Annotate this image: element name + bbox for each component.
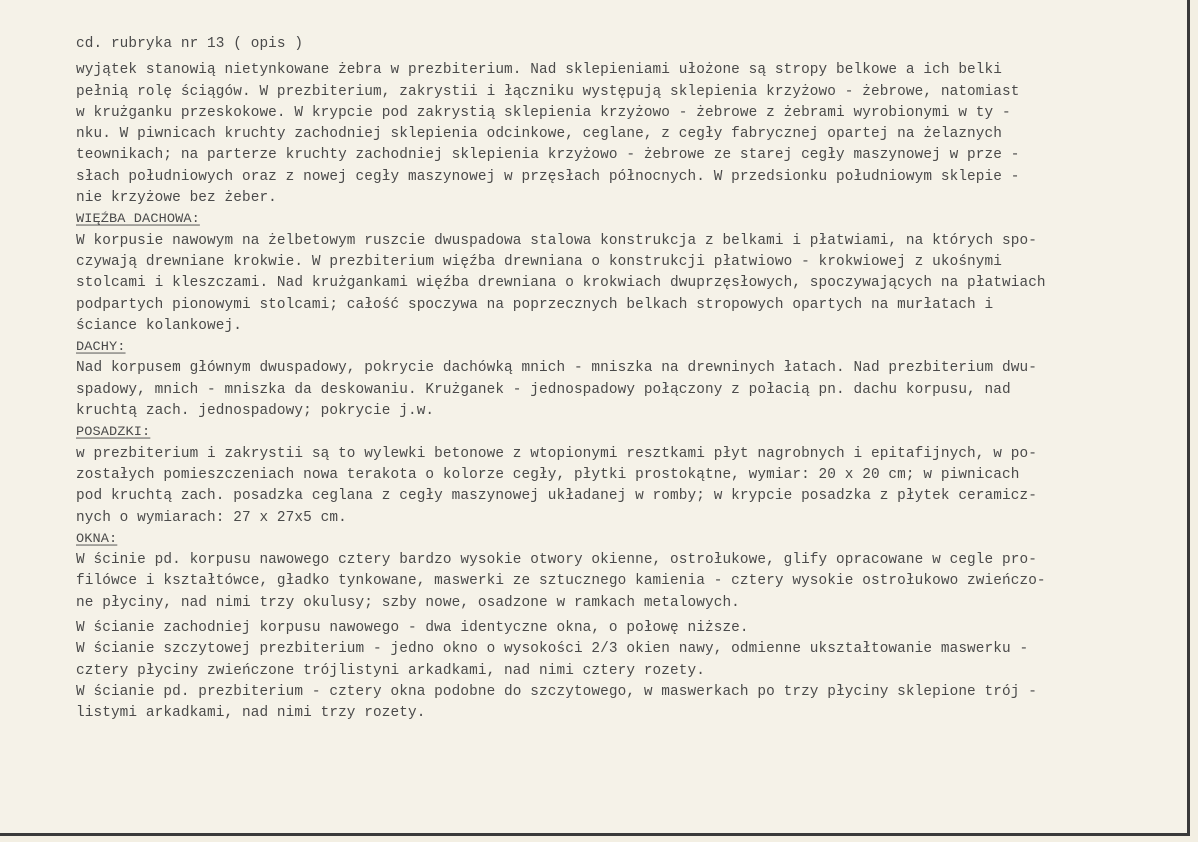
text-line: cztery płyciny zwieńczone trójlistyni arkadkami, nad nimi cztery rozety. [76, 662, 705, 679]
text-line: spadowy, mnich - mniszka da deskowaniu. Krużganek - jednospadowy połączony z połacią pn. dachu korpusu, nad [76, 381, 1011, 398]
section-windows [76, 529, 1156, 725]
text-line: czywają drewniane krokwie. W prezbiterium więźba drewniana o konstrukcji płatwiowo - krokwiowej z ukośnymi [76, 253, 1002, 270]
text-line: ściance kolankowej. [76, 317, 242, 334]
text-line: Nad korpusem głównym dwuspadowy, pokrycie dachówką mnich - mniszka na drewninych łatach. Nad prezbiterium dwu- [76, 360, 1037, 377]
text-line: stolcami i kleszczami. Nad krużgankami więźba drewniana o krokwiach dwuprzęsłowych, spoczywających na płatwiach [76, 275, 1046, 292]
text-line: listymi arkadkami, nad nimi trzy rozety. [76, 705, 426, 722]
page-header: cd. rubryka nr 13 ( opis ) [76, 36, 304, 52]
text-line: podpartych pionowymi stolcami; całość spoczywa na poprzecznych belkach stropowych opartych na murłatach i [76, 296, 994, 313]
section-heading: WIĘŹBA DACHOWA: [76, 212, 200, 227]
text-line: filówce i kształtówce, gładko tynkowane, maswerki ze sztucznego kamienia - cztery wysokie ostrołukowo zwieńczo- [76, 573, 1046, 590]
text-line: pełnią rolę ściągów. W prezbiterium, zakrystii i łączniku występują sklepienia krzyżowo - żebrowe, natomiast [76, 83, 1020, 100]
text-line: teownikach; na parterze kruchty zachodniej sklepienia krzyżowo - żebrowe ze starej cegły maszynowej w prze - [76, 147, 1020, 164]
text-line: w prezbiterium i zakrystii są to wylewki betonowe z wtopionymi resztkami płyt nagrobnych i epitafijnych, w po- [76, 445, 1037, 462]
text-line: w krużganku przeskokowe. W krypcie pod zakrystią sklepienia krzyżowo - żebrowe z żebrami wyrobionymi w ty - [76, 104, 1011, 121]
text-line: kruchtą zach. jednospadowy; pokrycie j.w. [76, 403, 435, 420]
text-line: ne płyciny, nad nimi trzy okulusy; szby nowe, osadzone w ramkach metalowych. [76, 594, 740, 611]
text-line: W ścianie szczytowej prezbiterium - jedno okno o wysokości 2/3 okien nawy, odmienne ukształtowanie maswerku - [76, 641, 1029, 658]
text-line: nych o wymiarach: 27 x 27x5 cm. [76, 509, 347, 526]
text-line: zostałych pomieszczeniach nowa terakota o kolorze cegły, płytki prostokątne, wymiar: 20 x 20 cm; w piwnicach [76, 466, 1020, 483]
section-roof-truss [76, 209, 1156, 337]
text-line: słach południowych oraz z nowej cegły maszynowej w przęsłach północnych. W przedsionku południowym sklepie - [76, 168, 1020, 185]
text-line: W ścianie pd. prezbiterium - cztery okna podobne do szczytowego, w maswerkach po trzy płyciny sklepione trój - [76, 683, 1037, 700]
section-floors [76, 422, 1156, 528]
text-line: W ścinie pd. korpusu nawowego cztery bardzo wysokie otwory okienne, ostrołukowe, glify opracowane w cegle pro- [76, 552, 1037, 569]
intro-paragraph [76, 60, 1156, 209]
text-line: pod kruchtą zach. posadzka ceglana z cegły maszynowej układanej w romby; w krypcie posadzka z płytek ceramicz- [76, 488, 1037, 505]
section-heading: POSADZKI: [76, 425, 151, 440]
section-heading: OKNA: [76, 532, 118, 547]
section-roofs [76, 337, 1156, 422]
section-heading: DACHY: [76, 340, 126, 355]
text-line: W korpusie nawowym na żelbetowym ruszcie dwuspadowa stalowa konstrukcja z belkami i płatwiami, na których spo- [76, 232, 1037, 249]
text-line: wyjątek stanowią nietynkowane żebra w prezbiterium. Nad sklepieniami ułożone są stropy belkowe a ich belki [76, 62, 1002, 79]
text-line: nku. W piwnicach kruchty zachodniej sklepienia odcinkowe, ceglane, z cegły fabrycznej opartej na żelaznych [76, 126, 1002, 143]
text-line: W ścianie zachodniej korpusu nawowego - dwa identyczne okna, o połowę niższe. [76, 620, 749, 637]
document-body [76, 34, 1156, 725]
text-line: nie krzyżowe bez żeber. [76, 190, 277, 207]
